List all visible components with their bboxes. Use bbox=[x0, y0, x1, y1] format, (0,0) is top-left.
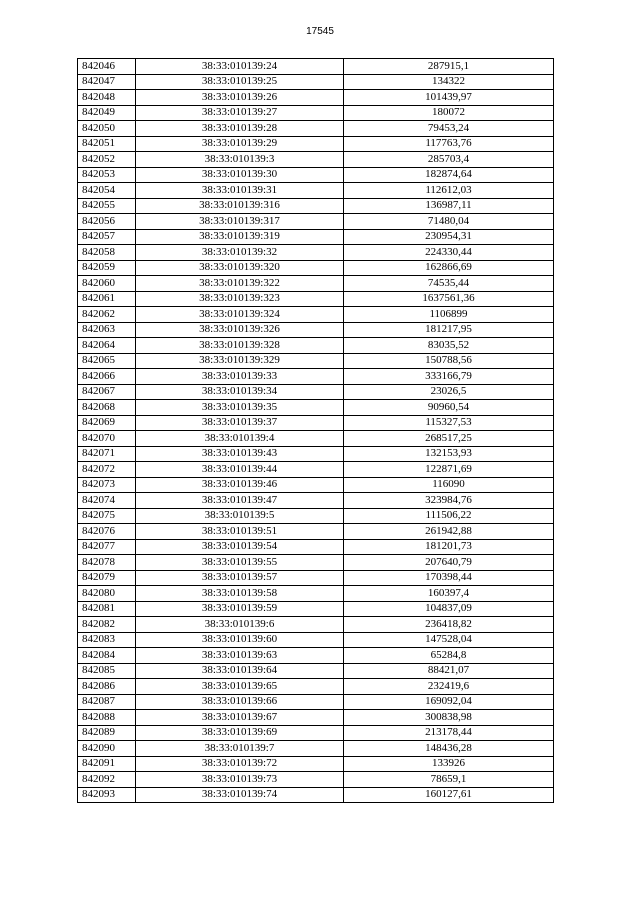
row-number-cell: 842085 bbox=[78, 663, 136, 679]
cadastral-value-cell: 148436,28 bbox=[344, 741, 554, 757]
row-number-cell: 842084 bbox=[78, 648, 136, 664]
cadastral-value-cell: 268517,25 bbox=[344, 431, 554, 447]
cadastral-number-cell: 38:33:010139:44 bbox=[136, 462, 344, 478]
table-row bbox=[78, 586, 554, 602]
row-number-cell: 842049 bbox=[78, 105, 136, 121]
row-number-cell: 842080 bbox=[78, 586, 136, 602]
row-number-cell: 842083 bbox=[78, 632, 136, 648]
cadastral-value-cell: 300838,98 bbox=[344, 710, 554, 726]
table-row bbox=[78, 477, 554, 493]
table-row bbox=[78, 136, 554, 152]
cadastral-number-cell: 38:33:010139:26 bbox=[136, 90, 344, 106]
row-number-cell: 842065 bbox=[78, 353, 136, 369]
row-number-cell: 842075 bbox=[78, 508, 136, 524]
cadastral-number-cell: 38:33:010139:69 bbox=[136, 725, 344, 741]
cadastral-value-cell: 147528,04 bbox=[344, 632, 554, 648]
cadastral-value-cell: 160127,61 bbox=[344, 787, 554, 803]
table-row bbox=[78, 539, 554, 555]
cadastral-value-cell: 132153,93 bbox=[344, 446, 554, 462]
table-row bbox=[78, 353, 554, 369]
table-row bbox=[78, 756, 554, 772]
row-number-cell: 842092 bbox=[78, 772, 136, 788]
cadastral-value-cell: 261942,88 bbox=[344, 524, 554, 540]
cadastral-number-cell: 38:33:010139:326 bbox=[136, 322, 344, 338]
table-row bbox=[78, 555, 554, 571]
table-row bbox=[78, 431, 554, 447]
cadastral-number-cell: 38:33:010139:43 bbox=[136, 446, 344, 462]
row-number-cell: 842082 bbox=[78, 617, 136, 633]
row-number-cell: 842067 bbox=[78, 384, 136, 400]
cadastral-value-cell: 1106899 bbox=[344, 307, 554, 323]
row-number-cell: 842076 bbox=[78, 524, 136, 540]
cadastral-value-cell: 133926 bbox=[344, 756, 554, 772]
cadastral-number-cell: 38:33:010139:46 bbox=[136, 477, 344, 493]
row-number-cell: 842073 bbox=[78, 477, 136, 493]
cadastral-value-cell: 112612,03 bbox=[344, 183, 554, 199]
cadastral-value-cell: 287915,1 bbox=[344, 59, 554, 75]
row-number-cell: 842062 bbox=[78, 307, 136, 323]
table-row bbox=[78, 570, 554, 586]
table-row bbox=[78, 601, 554, 617]
row-number-cell: 842056 bbox=[78, 214, 136, 230]
row-number-cell: 842058 bbox=[78, 245, 136, 261]
cadastral-number-cell: 38:33:010139:28 bbox=[136, 121, 344, 137]
cadastral-number-cell: 38:33:010139:6 bbox=[136, 617, 344, 633]
row-number-cell: 842046 bbox=[78, 59, 136, 75]
table-row bbox=[78, 167, 554, 183]
cadastral-value-cell: 333166,79 bbox=[344, 369, 554, 385]
cadastral-value-cell: 78659,1 bbox=[344, 772, 554, 788]
table-row bbox=[78, 198, 554, 214]
table-row bbox=[78, 524, 554, 540]
row-number-cell: 842047 bbox=[78, 74, 136, 90]
cadastral-number-cell: 38:33:010139:65 bbox=[136, 679, 344, 695]
row-number-cell: 842054 bbox=[78, 183, 136, 199]
cadastral-value-cell: 182874,64 bbox=[344, 167, 554, 183]
table-row bbox=[78, 369, 554, 385]
cadastral-number-cell: 38:33:010139:3 bbox=[136, 152, 344, 168]
table-row bbox=[78, 508, 554, 524]
cadastral-value-cell: 181201,73 bbox=[344, 539, 554, 555]
cadastral-number-cell: 38:33:010139:33 bbox=[136, 369, 344, 385]
table-row bbox=[78, 617, 554, 633]
table-row bbox=[78, 338, 554, 354]
cadastral-value-cell: 162866,69 bbox=[344, 260, 554, 276]
cadastral-number-cell: 38:33:010139:47 bbox=[136, 493, 344, 509]
cadastral-number-cell: 38:33:010139:317 bbox=[136, 214, 344, 230]
row-number-cell: 842077 bbox=[78, 539, 136, 555]
cadastral-value-cell: 180072 bbox=[344, 105, 554, 121]
cadastral-number-cell: 38:33:010139:55 bbox=[136, 555, 344, 571]
row-number-cell: 842055 bbox=[78, 198, 136, 214]
table-row bbox=[78, 245, 554, 261]
row-number-cell: 842057 bbox=[78, 229, 136, 245]
table-body bbox=[78, 59, 554, 803]
table-row bbox=[78, 105, 554, 121]
table-row bbox=[78, 121, 554, 137]
cadastral-number-cell: 38:33:010139:54 bbox=[136, 539, 344, 555]
row-number-cell: 842089 bbox=[78, 725, 136, 741]
cadastral-value-cell: 74535,44 bbox=[344, 276, 554, 292]
row-number-cell: 842060 bbox=[78, 276, 136, 292]
cadastral-number-cell: 38:33:010139:58 bbox=[136, 586, 344, 602]
table-row bbox=[78, 679, 554, 695]
cadastral-value-cell: 79453,24 bbox=[344, 121, 554, 137]
row-number-cell: 842070 bbox=[78, 431, 136, 447]
table-row bbox=[78, 787, 554, 803]
cadastral-value-cell: 170398,44 bbox=[344, 570, 554, 586]
cadastral-value-cell: 224330,44 bbox=[344, 245, 554, 261]
cadastral-value-cell: 23026,5 bbox=[344, 384, 554, 400]
row-number-cell: 842048 bbox=[78, 90, 136, 106]
row-number-cell: 842066 bbox=[78, 369, 136, 385]
row-number-cell: 842052 bbox=[78, 152, 136, 168]
row-number-cell: 842087 bbox=[78, 694, 136, 710]
cadastral-value-cell: 116090 bbox=[344, 477, 554, 493]
table-row bbox=[78, 741, 554, 757]
cadastral-value-cell: 181217,95 bbox=[344, 322, 554, 338]
cadastral-value-cell: 285703,4 bbox=[344, 152, 554, 168]
cadastral-value-cell: 83035,52 bbox=[344, 338, 554, 354]
cadastral-value-cell: 169092,04 bbox=[344, 694, 554, 710]
row-number-cell: 842071 bbox=[78, 446, 136, 462]
table-row bbox=[78, 648, 554, 664]
table-row bbox=[78, 291, 554, 307]
row-number-cell: 842072 bbox=[78, 462, 136, 478]
cadastral-number-cell: 38:33:010139:29 bbox=[136, 136, 344, 152]
row-number-cell: 842069 bbox=[78, 415, 136, 431]
row-number-cell: 842053 bbox=[78, 167, 136, 183]
table-row bbox=[78, 307, 554, 323]
row-number-cell: 842050 bbox=[78, 121, 136, 137]
cadastral-number-cell: 38:33:010139:328 bbox=[136, 338, 344, 354]
cadastral-number-cell: 38:33:010139:34 bbox=[136, 384, 344, 400]
cadastral-number-cell: 38:33:010139:324 bbox=[136, 307, 344, 323]
cadastral-number-cell: 38:33:010139:320 bbox=[136, 260, 344, 276]
cadastral-number-cell: 38:33:010139:32 bbox=[136, 245, 344, 261]
row-number-cell: 842068 bbox=[78, 400, 136, 416]
cadastral-number-cell: 38:33:010139:73 bbox=[136, 772, 344, 788]
cadastral-number-cell: 38:33:010139:323 bbox=[136, 291, 344, 307]
row-number-cell: 842064 bbox=[78, 338, 136, 354]
table-row bbox=[78, 663, 554, 679]
table-row bbox=[78, 229, 554, 245]
cadastral-value-cell: 88421,07 bbox=[344, 663, 554, 679]
table-row bbox=[78, 415, 554, 431]
cadastral-number-cell: 38:33:010139:57 bbox=[136, 570, 344, 586]
row-number-cell: 842093 bbox=[78, 787, 136, 803]
cadastral-value-cell: 122871,69 bbox=[344, 462, 554, 478]
cadastral-number-cell: 38:33:010139:63 bbox=[136, 648, 344, 664]
cadastral-number-cell: 38:33:010139:72 bbox=[136, 756, 344, 772]
table-row bbox=[78, 183, 554, 199]
cadastral-number-cell: 38:33:010139:30 bbox=[136, 167, 344, 183]
row-number-cell: 842059 bbox=[78, 260, 136, 276]
cadastral-value-cell: 160397,4 bbox=[344, 586, 554, 602]
row-number-cell: 842086 bbox=[78, 679, 136, 695]
table-row bbox=[78, 322, 554, 338]
table-row bbox=[78, 772, 554, 788]
cadastral-number-cell: 38:33:010139:74 bbox=[136, 787, 344, 803]
row-number-cell: 842061 bbox=[78, 291, 136, 307]
row-number-cell: 842088 bbox=[78, 710, 136, 726]
table-row bbox=[78, 493, 554, 509]
cadastral-number-cell: 38:33:010139:51 bbox=[136, 524, 344, 540]
row-number-cell: 842079 bbox=[78, 570, 136, 586]
cadastral-number-cell: 38:33:010139:59 bbox=[136, 601, 344, 617]
cadastral-number-cell: 38:33:010139:27 bbox=[136, 105, 344, 121]
cadastral-number-cell: 38:33:010139:31 bbox=[136, 183, 344, 199]
cadastral-value-cell: 90960,54 bbox=[344, 400, 554, 416]
cadastral-value-cell: 232419,6 bbox=[344, 679, 554, 695]
cadastral-value-cell: 1637561,36 bbox=[344, 291, 554, 307]
row-number-cell: 842063 bbox=[78, 322, 136, 338]
cadastral-number-cell: 38:33:010139:64 bbox=[136, 663, 344, 679]
cadastral-number-cell: 38:33:010139:319 bbox=[136, 229, 344, 245]
cadastral-number-cell: 38:33:010139:7 bbox=[136, 741, 344, 757]
table-row bbox=[78, 260, 554, 276]
table-row bbox=[78, 276, 554, 292]
cadastral-value-cell: 115327,53 bbox=[344, 415, 554, 431]
cadastral-number-cell: 38:33:010139:24 bbox=[136, 59, 344, 75]
table-row bbox=[78, 462, 554, 478]
cadastral-number-cell: 38:33:010139:5 bbox=[136, 508, 344, 524]
table-row bbox=[78, 725, 554, 741]
row-number-cell: 842081 bbox=[78, 601, 136, 617]
cadastral-value-cell: 150788,56 bbox=[344, 353, 554, 369]
cadastral-number-cell: 38:33:010139:316 bbox=[136, 198, 344, 214]
cadastral-value-cell: 230954,31 bbox=[344, 229, 554, 245]
page-number: 17545 bbox=[306, 26, 334, 37]
cadastral-value-cell: 136987,11 bbox=[344, 198, 554, 214]
table-row bbox=[78, 446, 554, 462]
table-row bbox=[78, 710, 554, 726]
row-number-cell: 842051 bbox=[78, 136, 136, 152]
row-number-cell: 842091 bbox=[78, 756, 136, 772]
cadastral-number-cell: 38:33:010139:4 bbox=[136, 431, 344, 447]
cadastral-value-cell: 101439,97 bbox=[344, 90, 554, 106]
cadastral-number-cell: 38:33:010139:67 bbox=[136, 710, 344, 726]
table-row bbox=[78, 632, 554, 648]
row-number-cell: 842078 bbox=[78, 555, 136, 571]
cadastral-value-cell: 71480,04 bbox=[344, 214, 554, 230]
cadastral-number-cell: 38:33:010139:329 bbox=[136, 353, 344, 369]
cadastral-value-cell: 323984,76 bbox=[344, 493, 554, 509]
cadastral-value-table bbox=[77, 58, 554, 803]
table-row bbox=[78, 214, 554, 230]
cadastral-value-cell: 207640,79 bbox=[344, 555, 554, 571]
cadastral-number-cell: 38:33:010139:37 bbox=[136, 415, 344, 431]
cadastral-value-cell: 134322 bbox=[344, 74, 554, 90]
cadastral-value-cell: 117763,76 bbox=[344, 136, 554, 152]
table-row bbox=[78, 400, 554, 416]
cadastral-number-cell: 38:33:010139:66 bbox=[136, 694, 344, 710]
table-row bbox=[78, 384, 554, 400]
cadastral-value-cell: 111506,22 bbox=[344, 508, 554, 524]
row-number-cell: 842074 bbox=[78, 493, 136, 509]
cadastral-value-cell: 213178,44 bbox=[344, 725, 554, 741]
cadastral-value-cell: 236418,82 bbox=[344, 617, 554, 633]
row-number-cell: 842090 bbox=[78, 741, 136, 757]
cadastral-value-cell: 65284,8 bbox=[344, 648, 554, 664]
table-row bbox=[78, 59, 554, 75]
table-row bbox=[78, 694, 554, 710]
cadastral-number-cell: 38:33:010139:322 bbox=[136, 276, 344, 292]
cadastral-number-cell: 38:33:010139:25 bbox=[136, 74, 344, 90]
cadastral-number-cell: 38:33:010139:35 bbox=[136, 400, 344, 416]
table-row bbox=[78, 90, 554, 106]
cadastral-number-cell: 38:33:010139:60 bbox=[136, 632, 344, 648]
table-row bbox=[78, 152, 554, 168]
cadastral-value-cell: 104837,09 bbox=[344, 601, 554, 617]
table-row bbox=[78, 74, 554, 90]
